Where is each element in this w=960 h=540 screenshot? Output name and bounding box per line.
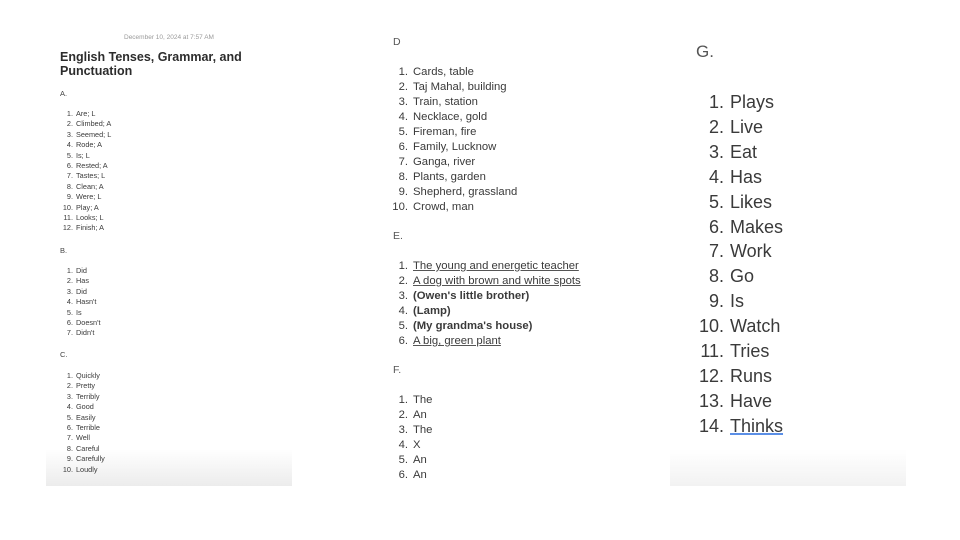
item-number: 4.	[398, 111, 408, 123]
item-text: An	[413, 469, 427, 481]
section-a-item	[60, 223, 111, 233]
item-number: 3.	[398, 290, 408, 302]
section-a-item	[60, 192, 111, 202]
section-a-item	[60, 130, 111, 140]
section-g-item	[690, 289, 783, 314]
item-number: 3.	[708, 141, 724, 162]
section-e-item	[380, 259, 581, 274]
section-a-item	[60, 119, 111, 129]
item-text: Go	[730, 266, 755, 287]
section-g-item	[690, 414, 783, 439]
item-number: 9.	[66, 454, 73, 464]
item-text: Likes	[730, 191, 773, 212]
section-d-item	[380, 155, 517, 170]
item-number: 6.	[66, 423, 73, 433]
section-e-item	[380, 319, 581, 334]
section-g-item	[690, 215, 783, 240]
section-c-item	[60, 423, 105, 433]
section-a-item	[60, 109, 111, 119]
section-b-label: B.	[60, 246, 68, 255]
section-c-item	[60, 465, 105, 475]
item-text: Doesn't	[76, 318, 101, 328]
item-text: Is	[76, 307, 82, 317]
section-g-item	[690, 314, 783, 339]
section-d-label: D	[393, 36, 401, 48]
item-number: 6.	[398, 335, 408, 347]
section-a-item	[60, 203, 111, 213]
item-text: Cards, table	[413, 66, 474, 78]
section-a-list	[60, 109, 111, 234]
item-number: 1.	[398, 66, 408, 78]
item-number: 4.	[66, 402, 73, 412]
item-text: Have	[730, 390, 773, 411]
item-text: Careful	[76, 443, 100, 453]
section-f-item	[380, 423, 432, 438]
section-b-item	[60, 276, 101, 286]
section-e-list	[380, 259, 581, 349]
section-b-list	[60, 266, 101, 339]
item-text: Climbed; A	[76, 119, 112, 129]
item-number: 7.	[398, 156, 408, 168]
item-text: Necklace, gold	[413, 111, 488, 123]
item-text: A dog with brown and white spots	[413, 275, 581, 287]
section-d-item	[380, 200, 517, 215]
item-number: 10.	[62, 202, 73, 212]
item-text: The young and energetic teacher	[413, 260, 579, 272]
section-a-item	[60, 140, 111, 150]
item-number: 8.	[66, 443, 73, 453]
section-d-item	[380, 125, 517, 140]
section-c-item	[60, 413, 105, 423]
item-number: 13.	[698, 390, 724, 411]
section-e-label: E.	[393, 230, 403, 242]
item-number: 7.	[66, 171, 73, 181]
section-e-item	[380, 304, 581, 319]
item-number: 4.	[66, 140, 73, 150]
section-f-item	[380, 468, 432, 483]
item-number: 8.	[66, 181, 73, 191]
item-text: Is	[730, 291, 745, 312]
section-a-item	[60, 171, 111, 181]
item-number: 3.	[66, 286, 73, 296]
item-number: 2.	[708, 116, 724, 137]
section-f-item	[380, 438, 432, 453]
section-d-item	[380, 185, 517, 200]
item-text: (Owen's little brother)	[413, 290, 530, 302]
note-page-1	[46, 30, 292, 486]
section-b-item	[60, 328, 101, 338]
item-number: 1.	[66, 266, 73, 275]
item-text: Pretty	[76, 381, 96, 391]
section-g-item	[690, 140, 783, 165]
item-number: 7.	[66, 328, 73, 338]
section-f-item	[380, 393, 432, 408]
section-a-label: A.	[60, 89, 68, 98]
section-g-item	[690, 165, 783, 190]
section-d-item	[380, 170, 517, 185]
item-text: An	[413, 409, 427, 421]
item-number: 6.	[398, 469, 408, 481]
item-text: Shepherd, grassland	[413, 186, 518, 198]
item-number: 4.	[398, 305, 408, 317]
section-c-item	[60, 371, 105, 381]
section-c-item	[60, 392, 105, 402]
item-number: 1.	[398, 260, 408, 272]
item-text: Terrible	[76, 423, 100, 433]
item-number: 2.	[398, 81, 408, 93]
item-number: 2.	[66, 119, 73, 129]
item-text: Plays	[730, 92, 775, 112]
item-text: X	[413, 439, 421, 451]
item-number: 2.	[398, 275, 408, 287]
section-c-item	[60, 381, 105, 391]
item-number: 3.	[398, 96, 408, 108]
section-d-item	[380, 110, 517, 125]
item-number: 5.	[398, 454, 408, 466]
item-text: Watch	[730, 316, 781, 337]
item-text: Looks; L	[76, 213, 104, 223]
item-number: 1.	[66, 371, 73, 380]
item-text: Train, station	[413, 96, 478, 108]
item-number: 10.	[62, 464, 73, 474]
item-number: 9.	[708, 291, 724, 312]
item-text: Well	[76, 433, 91, 443]
item-number: 5.	[398, 320, 408, 332]
section-f-item	[380, 453, 432, 468]
item-text: Live	[730, 116, 764, 137]
section-d-item	[380, 80, 517, 95]
item-number: 10.	[392, 201, 408, 213]
section-g-item	[690, 239, 783, 264]
section-c-item	[60, 402, 105, 412]
item-text: Has	[730, 166, 763, 187]
note-page-3	[670, 30, 906, 486]
item-number: 5.	[66, 150, 73, 160]
item-text: Are; L	[76, 109, 96, 118]
note-page-2	[380, 30, 640, 490]
item-text: The	[413, 424, 433, 436]
item-number: 2.	[66, 276, 73, 286]
section-g-item	[690, 115, 783, 140]
section-c-label: C.	[60, 350, 68, 359]
item-number: 5.	[708, 191, 724, 212]
section-g-item	[690, 364, 783, 389]
item-number: 12.	[62, 223, 73, 233]
item-number: 4.	[708, 166, 724, 187]
item-text: An	[413, 454, 427, 466]
item-text: Did	[76, 266, 87, 275]
section-g-item	[690, 90, 783, 115]
item-number: 6.	[398, 141, 408, 153]
item-number: 14.	[698, 415, 724, 436]
item-number: 7.	[708, 241, 724, 262]
section-c-item	[60, 433, 105, 443]
item-text: Crowd, man	[413, 201, 474, 213]
section-g-list	[690, 90, 783, 439]
item-number: 5.	[66, 307, 73, 317]
section-d-item	[380, 95, 517, 110]
item-text: Runs	[730, 365, 773, 386]
section-c-item	[60, 454, 105, 464]
item-text: Quickly	[76, 371, 100, 380]
section-a-item	[60, 182, 111, 192]
item-text: Rested; A	[76, 161, 108, 171]
note-date: December 10, 2024 at 7:57 AM	[124, 34, 214, 41]
item-number: 3.	[66, 391, 73, 401]
item-text: Good	[76, 402, 94, 412]
item-number: 5.	[66, 412, 73, 422]
section-d-list	[380, 65, 517, 215]
section-b-item	[60, 297, 101, 307]
section-g-item	[690, 264, 783, 289]
section-b-item	[60, 287, 101, 297]
section-d-item	[380, 140, 517, 155]
item-number: 1.	[398, 394, 408, 406]
item-number: 9.	[398, 186, 408, 198]
item-text: Eat	[730, 141, 758, 162]
section-g-item	[690, 190, 783, 215]
item-text: Taj Mahal, building	[413, 81, 507, 93]
item-number: 4.	[398, 439, 408, 451]
item-text: Seemed; L	[76, 129, 112, 139]
item-number: 1.	[708, 92, 724, 112]
item-number: 11.	[63, 213, 73, 223]
section-f-item	[380, 408, 432, 423]
item-text: Carefully	[76, 454, 105, 464]
item-text: Did	[76, 286, 87, 296]
item-number: 5.	[398, 126, 408, 138]
item-text: Terribly	[76, 391, 100, 401]
item-number: 9.	[66, 192, 73, 202]
item-text: Work	[730, 241, 772, 262]
section-g-label: G.	[696, 42, 714, 61]
section-e-item	[380, 289, 581, 304]
section-c-list	[60, 371, 105, 475]
section-e-item	[380, 274, 581, 289]
section-f-list	[380, 393, 432, 483]
item-text: Makes	[730, 216, 784, 237]
item-text: (Lamp)	[413, 305, 451, 317]
item-text: Rode; A	[76, 140, 102, 150]
item-text: A big, green plant	[413, 335, 501, 347]
section-b-item	[60, 318, 101, 328]
item-number: 2.	[66, 381, 73, 391]
section-a-item	[60, 151, 111, 161]
item-text: Tries	[730, 341, 770, 362]
section-c-item	[60, 444, 105, 454]
item-text: Family, Lucknow	[413, 141, 497, 153]
section-b-item	[60, 308, 101, 318]
item-text: Hasn't	[76, 297, 97, 307]
section-g-item	[690, 389, 783, 414]
item-text: The	[413, 394, 433, 406]
item-text: Fireman, fire	[413, 126, 477, 138]
item-text: Play; A	[76, 202, 99, 212]
item-text: Has	[76, 276, 89, 286]
item-number: 11.	[700, 341, 724, 362]
item-text: Tastes; L	[76, 171, 106, 181]
item-number: 8.	[708, 266, 724, 287]
item-number: 8.	[398, 171, 408, 183]
item-number: 2.	[398, 409, 408, 421]
section-a-item	[60, 161, 111, 171]
item-number: 1.	[66, 109, 73, 118]
item-number: 6.	[66, 318, 73, 328]
item-number: 12.	[698, 365, 724, 386]
section-b-item	[60, 266, 101, 276]
item-number: 4.	[66, 297, 73, 307]
item-number: 6.	[66, 161, 73, 171]
item-text: Loudly	[76, 464, 98, 474]
section-d-item	[380, 65, 517, 80]
item-number: 6.	[708, 216, 724, 237]
note-title: English Tenses, Grammar, and Punctuation	[60, 50, 242, 78]
item-text: Were; L	[76, 192, 102, 202]
item-text: Plants, garden	[413, 171, 486, 183]
item-text: Is; L	[76, 150, 90, 160]
item-text: Ganga, river	[413, 156, 476, 168]
item-text: Didn't	[76, 328, 95, 338]
item-text: (My grandma's house)	[413, 320, 533, 332]
item-number: 7.	[66, 433, 73, 443]
section-g-item	[690, 339, 783, 364]
item-text: Thinks	[730, 415, 784, 436]
item-text: Easily	[76, 412, 96, 422]
section-f-label: F.	[393, 364, 402, 376]
item-text: Finish; A	[76, 223, 104, 233]
item-text: Clean; A	[76, 181, 104, 191]
section-e-item	[380, 334, 581, 349]
item-number: 3.	[66, 129, 73, 139]
item-number: 10.	[698, 316, 724, 337]
section-a-item	[60, 213, 111, 223]
item-number: 3.	[398, 424, 408, 436]
